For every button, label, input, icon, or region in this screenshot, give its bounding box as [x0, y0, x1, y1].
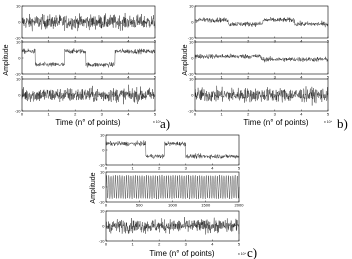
subplot-b1-xtick-label: 0: [193, 38, 197, 44]
subplot-b1-ytick-label: 10: [189, 3, 194, 9]
subplot-c2-ytick-label: 0: [102, 184, 105, 190]
subplot-a3-xtick-label: 0: [20, 111, 24, 117]
subplot-a2-signal: [22, 48, 155, 67]
subplot-b3-xtick-label: 3: [273, 111, 276, 117]
subplot-c3-xtick-label: 4: [211, 241, 214, 247]
subplot-b2-xtick-label: 2: [247, 74, 250, 80]
subplot-a2-frame: [22, 42, 155, 74]
subplot-c1-xtick-label: 5: [237, 165, 241, 171]
subplot-b1-xtick-label: 5: [326, 38, 330, 44]
subplot-a3-ytick-label: -10: [14, 108, 21, 114]
subplot-b3-signal: [195, 86, 328, 106]
subplot-a1-ytick-label: 10: [16, 3, 21, 9]
subplot-c1-ytick-label: 0: [102, 147, 105, 153]
group-a: [3, 3, 170, 131]
subplot-b3-ytick-label: -10: [187, 108, 194, 114]
group-b: [182, 3, 348, 131]
subplot-c3-ytick-label: 10: [100, 208, 105, 214]
subplot-a3-xtick-label: 4: [127, 111, 130, 117]
ylabel-a: Amplitude: [3, 44, 10, 76]
subplot-b2-xtick-label: 4: [300, 74, 303, 80]
subplot-c1-signal: [106, 140, 239, 159]
subplot-c1-xtick-label: 4: [211, 165, 214, 171]
subplot-c3-ytick-label: -10: [98, 238, 105, 244]
subplot-a2-xtick-label: 3: [100, 74, 103, 80]
subplot-b2-xtick-label: 3: [273, 74, 276, 80]
subplot-c2-ytick-label: 10: [100, 169, 105, 175]
sci-notation-a: x 10⁴: [153, 120, 162, 124]
subplot-c1-ytick-label: 10: [100, 132, 105, 138]
subplot-a3-signal: [22, 85, 155, 104]
subplot-a1-xtick-label: 1: [47, 38, 50, 44]
subplot-a1-ytick-label: 0: [18, 19, 21, 25]
subplot-c2-xtick-label: 0: [104, 202, 108, 208]
subplot-a2-ytick-label: -10: [14, 71, 21, 77]
subplot-b1: [188, 3, 330, 43]
subplot-c1-xtick-label: 3: [184, 165, 187, 171]
subplot-c2-signal: [106, 175, 239, 199]
subplot-b1-xtick-label: 4: [300, 38, 303, 44]
subplot-c2-ytick-label: -10: [98, 199, 105, 205]
subplot-c1: [99, 132, 241, 170]
subplot-a1-xtick-label: 3: [100, 38, 103, 44]
subplot-b1-xtick-label: 3: [273, 38, 276, 44]
subplot-c1-xtick-label: 0: [104, 165, 108, 171]
subplot-b3: [188, 76, 330, 116]
subplot-a3-xtick-label: 5: [153, 111, 157, 117]
subplot-b3-xtick-label: 4: [300, 111, 303, 117]
subplot-b3-ytick-label: 10: [189, 76, 194, 82]
subplot-c2-xtick-label: 1500: [201, 202, 211, 208]
subplot-a1-signal: [22, 13, 155, 31]
ylabel-c: Amplitude: [90, 172, 97, 204]
subplot-b2-ytick-label: 10: [189, 39, 194, 45]
subplot-c1-xtick-label: 2: [158, 165, 161, 171]
subplot-b2-signal: [195, 54, 328, 63]
panel-label-b: b): [337, 116, 348, 131]
subplot-a1-ytick-label: -10: [14, 35, 21, 41]
subplot-a1: [15, 3, 157, 43]
ylabel-b: Amplitude: [182, 44, 189, 76]
subplot-b1-ytick-label: 0: [191, 19, 194, 25]
subplot-c3-signal: [106, 217, 239, 235]
subplot-a3-xtick-label: 1: [47, 111, 50, 117]
subplot-b2: [187, 39, 330, 82]
subplot-c1-ytick-label: -10: [98, 162, 105, 168]
subplot-c3-xtick-label: 3: [184, 241, 187, 247]
sci-notation-b: x 10⁴: [324, 120, 333, 124]
subplot-b2-xtick-label: 0: [193, 74, 197, 80]
subplot-b2-ytick-label: 0: [191, 55, 194, 61]
subplot-c3-xtick-label: 2: [158, 241, 161, 247]
subplot-b1-xtick-label: 2: [247, 38, 250, 44]
subplot-c2-xtick-label: 2000: [234, 202, 244, 208]
subplot-a1-xtick-label: 4: [127, 38, 130, 44]
subplot-b3-xtick-label: 1: [220, 111, 223, 117]
subplot-a1-xtick-label: 2: [74, 38, 77, 44]
subplot-a2: [14, 39, 157, 82]
subplot-a2-xtick-label: 1: [47, 74, 50, 80]
subplot-a2-xtick-label: 0: [20, 74, 24, 80]
subplot-c3-xtick-label: 1: [131, 241, 134, 247]
subplot-b2-xtick-label: 1: [220, 74, 223, 80]
group-c: [90, 132, 257, 259]
subplot-a3-xtick-label: 3: [100, 111, 103, 117]
subplot-c3: [99, 208, 241, 246]
subplot-b1-signal: [195, 17, 328, 27]
subplot-c1-frame: [106, 135, 239, 165]
subplot-a3-ytick-label: 10: [16, 76, 21, 82]
subplot-a2-xtick-label: 4: [127, 74, 130, 80]
subplot-c3-xtick-label: 5: [237, 241, 241, 247]
subplot-b3-xtick-label: 5: [326, 111, 330, 117]
subplot-c2: [99, 169, 245, 207]
subplot-a3: [15, 76, 157, 116]
subplot-a2-ytick-label: 10: [16, 39, 21, 45]
xlabel-a: Time (n° of points): [55, 118, 121, 127]
panel-label-c: c): [247, 245, 258, 259]
xlabel-c: Time (n° of points): [149, 249, 215, 258]
xlabel-b: Time (n° of points): [243, 118, 309, 127]
subplot-c1-xtick-label: 1: [131, 165, 134, 171]
subplot-b1-ytick-label: -10: [187, 35, 194, 41]
subplot-b2-xtick-label: 5: [326, 74, 330, 80]
subplot-a3-xtick-label: 2: [74, 111, 77, 117]
subplot-a3-ytick-label: 0: [18, 92, 21, 98]
subplot-b3-xtick-label: 0: [193, 111, 197, 117]
subplot-a1-xtick-label: 5: [153, 38, 157, 44]
subplot-c2-xtick-label: 1000: [168, 202, 177, 208]
subplot-a2-xtick-label: 5: [153, 74, 157, 80]
sci-notation-c: x 10⁴: [238, 252, 247, 256]
subplot-a1-xtick-label: 0: [20, 38, 24, 44]
subplot-c3-ytick-label: 0: [102, 223, 105, 229]
subplot-b3-ytick-label: 0: [191, 92, 194, 98]
subplot-b1-xtick-label: 1: [220, 38, 223, 44]
subplot-a2-ytick-label: 0: [18, 55, 21, 61]
subplot-b3-xtick-label: 2: [247, 111, 250, 117]
panel-label-a: a): [160, 116, 171, 131]
subplot-b2-ytick-label: -10: [187, 71, 194, 77]
subplot-a2-xtick-label: 2: [74, 74, 77, 80]
subplot-c3-xtick-label: 0: [104, 241, 108, 247]
subplot-c2-xtick-label: 500: [135, 202, 143, 208]
